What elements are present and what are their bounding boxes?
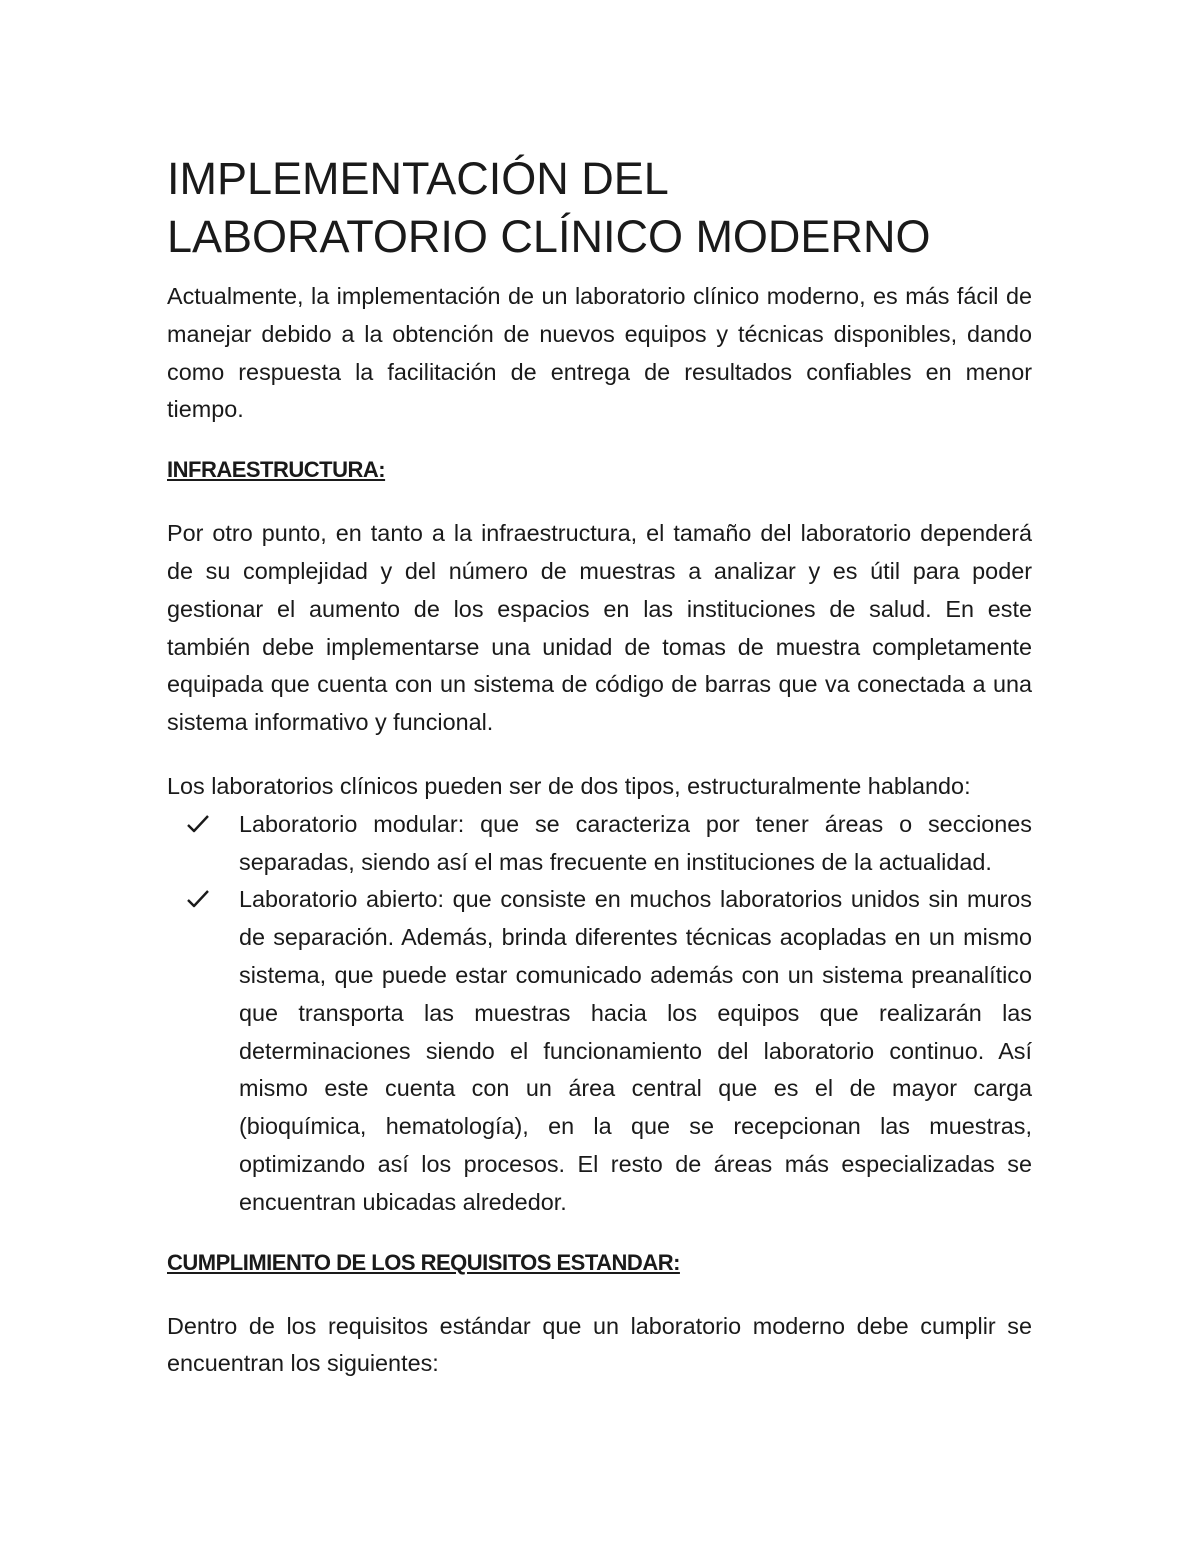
checkmark-icon bbox=[187, 890, 209, 908]
document-content bbox=[167, 150, 1032, 1383]
intro-paragraph: Actualmente, la implementación de un laboratorio clínico moderno, es más fácil de manejar debido a la obtención de nuevos equipos y técnicas disponibles, dando como respuesta la facilitación de entrega de resultados confiables en menor tiempo. bbox=[167, 283, 1032, 423]
infraestructura-paragraph: Por otro punto, en tanto a la infraestructura, el tamaño del laboratorio dependerá de su complejidad y del número de muestras a analizar y es útil para poder gestionar el aumento de los espacios en las instituciones de salud. En este también debe implementarse una unidad de tomas de muestra completamente equipada que cuenta con un sistema de código de barras que va conectada a una sistema informativo y funcional. bbox=[167, 520, 1032, 736]
types-intro-paragraph: Los laboratorios clínicos pueden ser de dos tipos, estructuralmente hablando: bbox=[167, 772, 971, 799]
types-list bbox=[167, 806, 1032, 1222]
title-line-1: IMPLEMENTACIÓN DEL bbox=[167, 153, 669, 204]
section-heading-infraestructura: INFRAESTRUCTURA: bbox=[167, 457, 386, 483]
document-title bbox=[167, 150, 1032, 266]
section-heading-requisitos: CUMPLIMIENTO DE LOS REQUISITOS ESTANDAR: bbox=[167, 1249, 680, 1275]
requisitos-paragraph: Dentro de los requisitos estándar que un laboratorio moderno debe cumplir se encuentran los siguientes: bbox=[167, 1312, 1032, 1377]
list-item bbox=[167, 881, 1032, 1221]
list-item-text: Laboratorio abierto: que consiste en muchos laboratorios unidos sin muros de separación. Además, brinda diferentes técnicas acopladas en un mismo sistema, que puede estar comunicado además con un sistema preanalítico que transporta las muestras hacia los equipos que realizarán las determinaciones siendo el funcionamiento del laboratorio continuo. Así mismo este cuenta con un área central que es el de mayor carga (bioquímica, hematología), en la que se recepcionan las muestras, optimizando así los procesos. El resto de áreas más especializadas se encuentran ubicadas alrededor. bbox=[239, 886, 1032, 1215]
checkmark-icon bbox=[187, 815, 209, 833]
list-item bbox=[167, 806, 1032, 882]
title-line-2: LABORATORIO CLÍNICO MODERNO bbox=[167, 211, 931, 262]
list-item-text: Laboratorio modular: que se caracteriza por tener áreas o secciones separadas, siendo así el mas frecuente en instituciones de la actualidad. bbox=[239, 810, 1032, 875]
